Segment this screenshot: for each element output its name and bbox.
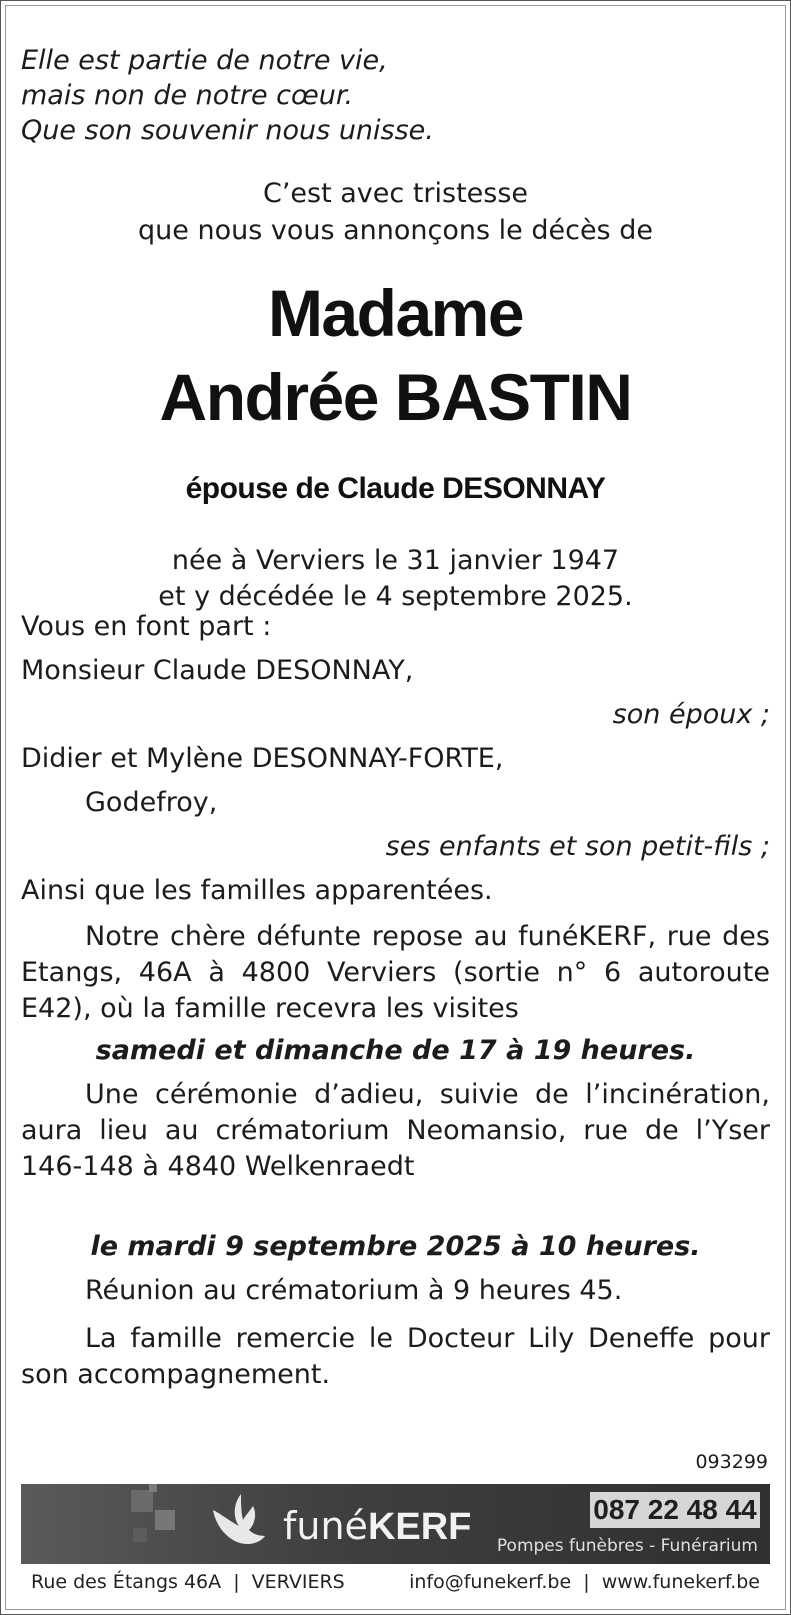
poem-line: Elle est partie de notre vie, (21, 45, 388, 76)
decor-square (133, 1528, 147, 1542)
ceremony-text: Une cérémonie d’adieu, suivie de l’incinération, aura lieu au crématorium Neomansio, rue de l’Yser 146-148 à 4840 Welkenraedt (21, 1079, 770, 1182)
intro-line: C’est avec tristesse (262, 178, 529, 209)
brand-suffix: KERF (367, 1506, 472, 1548)
funeral-home-banner (21, 1484, 770, 1564)
thanks-text: La famille remercie le Docteur Lily Deneffe pour son accompagnement. (21, 1323, 770, 1390)
footer-contact: info@funekerf.be | www.funekerf.be (409, 1571, 760, 1593)
brand-logo (283, 1504, 471, 1549)
reference-number: 093299 (695, 1451, 768, 1473)
visitation-text: Notre chère défunte repose au funéKERF, rue des Etangs, 46A à 4800 Verviers (sortie n° 6 autoroute E42), où la famille recevra les visites (21, 921, 770, 1024)
decor-square (149, 1484, 157, 1492)
children-names: Didier et Mylène DESONNAY-FORTE, (21, 743, 504, 774)
intro-line: que nous vous annonçons le décès de (138, 215, 653, 246)
death-line: et y décédée le 4 septembre 2025. (158, 581, 633, 612)
children-relation: ses enfants et son petit-fils ; (385, 831, 770, 862)
visitation-paragraph (21, 919, 770, 1027)
meeting-text: Réunion au crématorium à 9 heures 45. (85, 1275, 623, 1306)
brand-prefix: funé (283, 1504, 368, 1548)
name-title: Madame (267, 276, 524, 350)
poem-line: mais non de notre cœur. (21, 80, 354, 111)
footer-address: Rue des Étangs 46A | VERVIERS (31, 1571, 345, 1593)
visitation-times: samedi et dimanche de 17 à 19 heures. (95, 1035, 696, 1066)
families-line: Ainsi que les familles apparentées. (21, 875, 493, 906)
decor-square (155, 1510, 175, 1530)
thanks-paragraph (21, 1321, 770, 1393)
poem (21, 43, 434, 148)
intro (1, 175, 790, 249)
dove-icon (203, 1492, 269, 1560)
husband-name: Monsieur Claude DESONNAY, (21, 655, 414, 686)
spouse-line: épouse de Claude DESONNAY (185, 472, 606, 505)
tagline: Pompes funèbres - Funérarium (496, 1536, 758, 1556)
phone-number: 087 22 48 44 (590, 1492, 760, 1528)
announcement-intro: Vous en font part : (21, 611, 272, 642)
birth-death-dates (1, 543, 790, 615)
birth-line: née à Verviers le 31 janvier 1947 (171, 545, 620, 576)
ceremony-date: le mardi 9 septembre 2025 à 10 heures. (90, 1231, 701, 1262)
name-full: Andrée BASTIN (159, 360, 632, 434)
husband-relation: son époux ; (612, 699, 770, 730)
decor-square (131, 1490, 153, 1512)
poem-line: Que son souvenir nous unisse. (21, 115, 434, 146)
grandchild-name: Godefroy, (85, 787, 218, 818)
ceremony-paragraph (21, 1077, 770, 1185)
deceased-name (1, 271, 790, 439)
meeting-paragraph (21, 1273, 770, 1309)
